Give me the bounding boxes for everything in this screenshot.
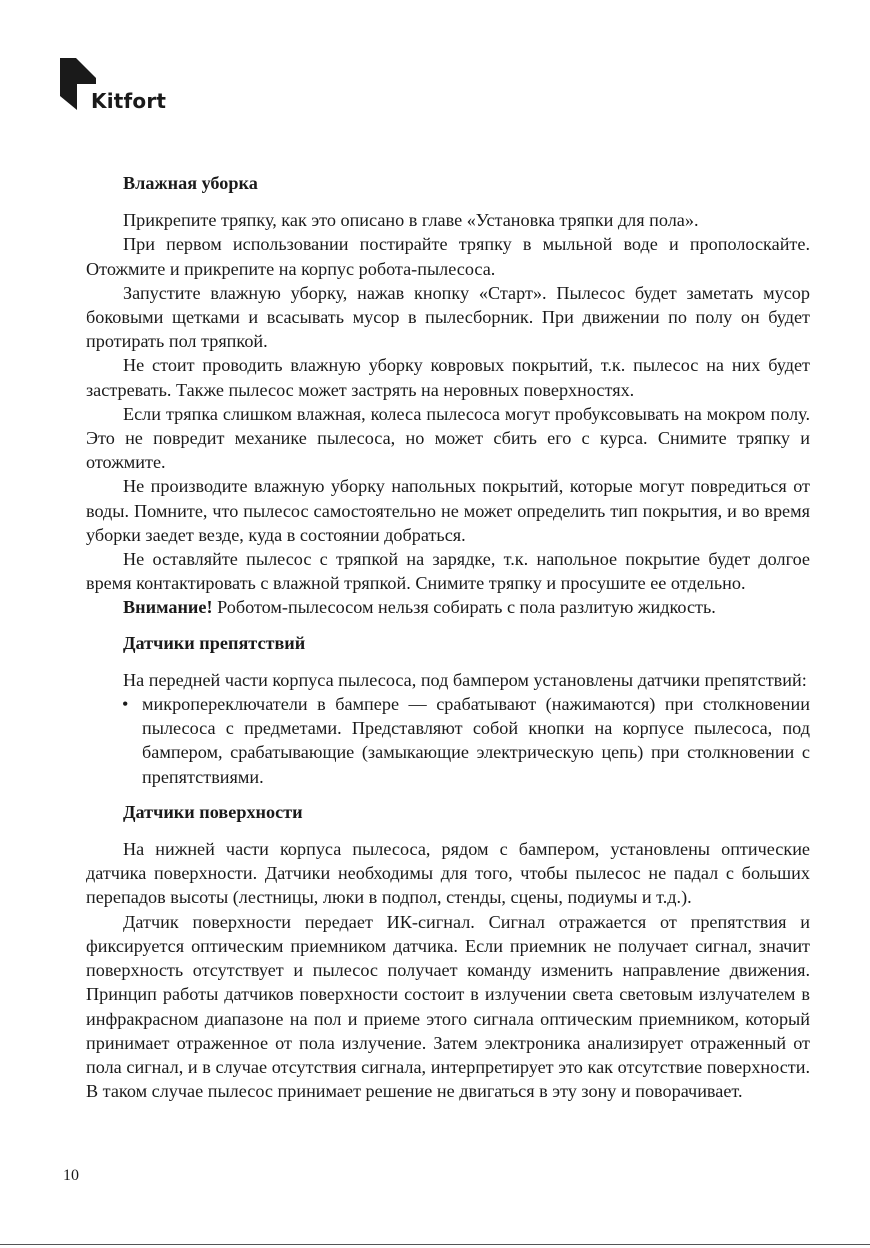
paragraph: На передней части корпуса пылесоса, под бампером установлены датчики препятствий: (123, 669, 807, 690)
paragraph: Не оставляйте пылесос с тряпкой на зарядке, т.к. напольное покрытие будет долгое время контактировать с влажной тряпкой. Снимите тряпку и просушите ее отдельно. (86, 549, 810, 594)
section-heading: Влажная уборка (123, 173, 258, 193)
paragraph: Запустите влажную уборку, нажав кнопку «Старт». Пылесос будет заметать мусор боковыми щетками и всасывать мусор в пылесборник. При движении по полу он будет протирать пол тряпкой. (86, 282, 810, 352)
section-heading: Датчики поверхности (123, 801, 303, 822)
brand-name: Kitfort (91, 89, 167, 113)
bottom-divider (0, 1244, 870, 1245)
section-surface-sensors (86, 800, 810, 1103)
paragraph: Прикрепите тряпку, как это описано в главе «Установка тряпки для пола». (123, 210, 699, 231)
paragraph: При первом использовании постирайте тряпку в мыльной воде и прополоскайте. Отожмите и прикрепите на корпус робота-пылесоса. (86, 234, 810, 279)
section-heading: Датчики препятствий (123, 632, 306, 653)
brand-logo (60, 58, 240, 118)
page-number: 10 (63, 1167, 79, 1184)
list-item-text: микропереключатели в бампере — срабатывают (нажимаются) при столкновении пылесоса с предметами. Представляют собой кнопки на корпусе пылесоса, под бампером, срабатывающие (замыкающие электрическую цепь) при столкновении с препятствиями. (142, 694, 810, 787)
manual-content (86, 171, 810, 1103)
warning-text: Роботом-пылесосом нельзя собирать с пола разлитую жидкость. (212, 597, 716, 618)
warning-label: Внимание! (123, 597, 213, 618)
paragraph: Не производите влажную уборку напольных покрытий, которые могут повредиться от воды. Помните, что пылесос самостоятельно не может определить тип покрытия, и во время уборки заедет везде, куда в состоянии добраться. (86, 476, 810, 545)
warning-paragraph (86, 595, 810, 619)
paragraph: Не стоит проводить влажную уборку ковровых покрытий, т.к. пылесос на них будет застревать. Также пылесос может застрять на неровных поверхностях. (86, 355, 810, 400)
bullet-marker: • (122, 694, 129, 715)
section-wet-cleaning (86, 171, 810, 620)
list-item (122, 692, 810, 789)
paragraph: Если тряпка слишком влажная, колеса пылесоса могут пробуксовывать на мокром полу. Это не повредит механике пылесоса, но может сбить его с курса. Снимите тряпку и отожмите. (86, 403, 810, 473)
paragraph: На нижней части корпуса пылесоса, рядом с бампером, установлены оптические датчика поверхности. Датчики необходимы для того, чтобы пылесос не падал с больших перепадов высоты (лестницы, люки в подпол, стенды, сцены, подиумы и т.д.). (86, 839, 810, 908)
paragraph: Датчик поверхности передает ИК-сигнал. Сигнал отражается от препятствия и фиксируется оптическим приемником датчика. Если приемник не получает сигнал, значит поверхность отсутствует и пылесос получает команду изменить направление движения. Принцип работы датчиков поверхности состоит в излучении света световым излучателем в инфракрасном диапазоне на пол и приеме этого сигнала оптическим приемником, который принимает отраженное от пола излучение. Затем электроника анализирует отраженный от пола сигнал, и в случае отсутствия сигнала, интерпретирует это как отсутствие поверхности. В таком случае пылесос принимает решение не двигаться в эту зону и поворачивает. (86, 911, 810, 1102)
section-obstacle-sensors (86, 631, 810, 789)
